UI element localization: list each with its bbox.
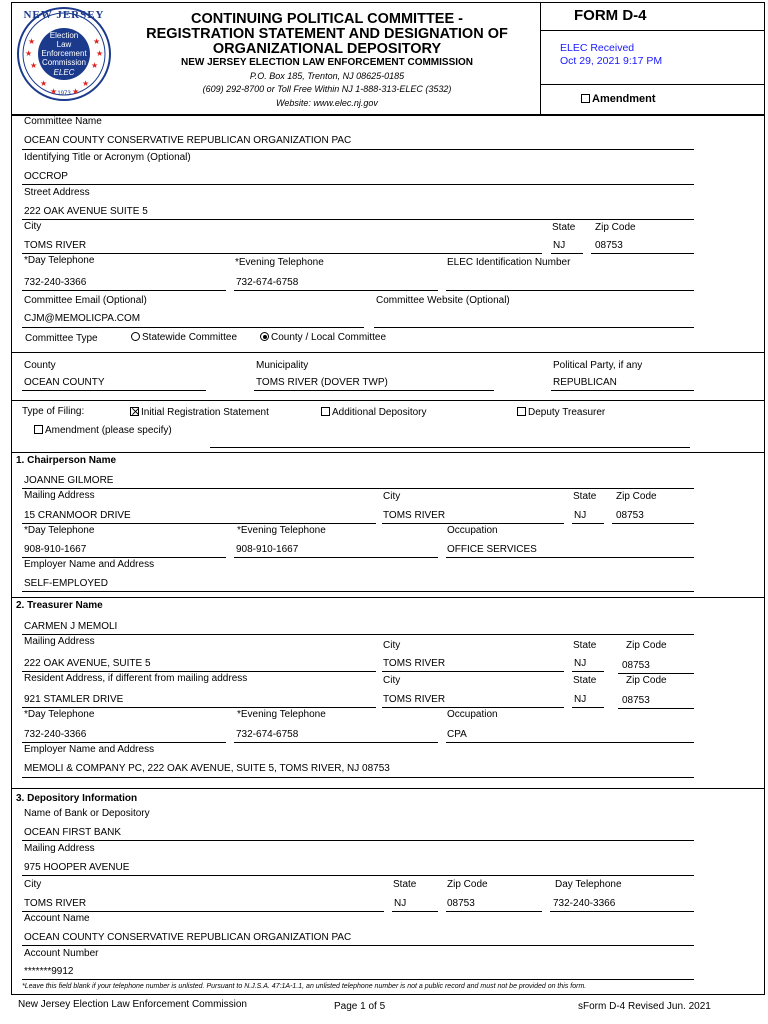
dep-tel-value: 732-240-3366 <box>553 898 616 909</box>
received-label: ELEC Received <box>560 42 635 54</box>
website-line <box>374 327 694 328</box>
treasurer-state-label: State <box>573 640 597 651</box>
chair-mail-line <box>22 523 376 524</box>
dep-city-line <box>22 911 384 912</box>
treasurer-city-value: TOMS RIVER <box>383 658 446 669</box>
chair-eve-tel-line <box>234 557 438 558</box>
treasurer-eve-tel-label: *Evening Telephone <box>237 709 326 720</box>
footer-page: Page 1 of 5 <box>334 1001 386 1012</box>
municipality-label: Municipality <box>256 360 309 371</box>
dep-state-value: NJ <box>394 898 407 909</box>
committee-name-value: OCEAN COUNTY CONSERVATIVE REPUBLICAN ORGANIZATION PAC <box>24 135 352 146</box>
statewide-radio[interactable] <box>131 332 140 341</box>
agency-address: P.O. Box 185, Trenton, NJ 08625-0185 <box>249 71 405 81</box>
treasurer-mail-line <box>22 671 376 672</box>
treasurer-employer-label: Employer Name and Address <box>24 744 155 755</box>
chair-city-value: TOMS RIVER <box>383 510 446 521</box>
divider-location <box>11 400 765 401</box>
treasurer-eve-tel-line <box>234 742 438 743</box>
filing-amendment-label: Amendment (please specify) <box>45 425 172 436</box>
committee-type-label: Committee Type <box>25 333 98 344</box>
divider-filing <box>11 452 765 453</box>
acct-name-line <box>22 945 694 946</box>
eve-tel-line <box>234 290 438 291</box>
state-label: State <box>552 222 576 233</box>
chair-eve-tel-label: *Evening Telephone <box>237 525 326 536</box>
filing-additional-option[interactable] <box>321 407 427 419</box>
email-optional: (Optional) <box>102 295 147 306</box>
street-label: Street Address <box>24 187 90 198</box>
statewide-label: Statewide Committee <box>142 332 238 343</box>
footer-revision: sForm D-4 Revised Jun. 2021 <box>578 1001 711 1012</box>
form-id-underline <box>540 30 765 31</box>
county-value: OCEAN COUNTY <box>24 377 105 388</box>
treasurer-res-value: 921 STAMLER DRIVE <box>24 694 124 705</box>
amendment-box[interactable] <box>581 94 590 103</box>
acct-name-value: OCEAN COUNTY CONSERVATIVE REPUBLICAN ORGANIZATION PAC <box>24 932 352 943</box>
treasurer-zip-line <box>618 673 694 674</box>
acct-num-line <box>22 979 694 980</box>
svg-text:★: ★ <box>30 61 38 70</box>
treasurer-day-tel-value: 732-240-3366 <box>24 729 87 740</box>
elec-id-label: ELEC Identification Number <box>447 257 571 268</box>
filing-deputy-option[interactable] <box>517 407 605 419</box>
zip-value: 08753 <box>595 240 623 251</box>
treasurer-eve-tel-value: 732-674-6758 <box>236 729 299 740</box>
treasurer-occ-label: Occupation <box>447 709 498 720</box>
unlisted-phone-note: *Leave this field blank if your telephone number is unlisted. Pursuant to N.J.S.A. 47:1A-1.1, an unlisted telephone number is not a public record and must not be provided on this form. <box>22 983 587 990</box>
local-label: County / Local Committee <box>271 332 387 343</box>
seal-line1: Election <box>49 31 79 40</box>
seal-line5: ELEC <box>53 68 75 77</box>
email-label-text: Committee Email <box>24 295 101 306</box>
treasurer-res-city-value: TOMS RIVER <box>383 694 446 705</box>
treasurer-name-line <box>22 634 694 635</box>
street-value: 222 OAK AVENUE SUITE 5 <box>24 206 148 217</box>
day-tel-label: *Day Telephone <box>24 255 95 266</box>
email-value: CJM@MEMOLICPA.COM <box>24 313 141 324</box>
dep-state-label: State <box>393 879 417 890</box>
dep-state-line <box>392 911 438 912</box>
chair-mail-label: Mailing Address <box>24 490 95 501</box>
eve-tel-value: 732-674-6758 <box>236 277 299 288</box>
seal-year: 1973 <box>57 91 71 97</box>
street-line <box>22 219 694 220</box>
dep-city-label: City <box>24 879 42 890</box>
acronym-line <box>22 184 694 185</box>
dep-tel-label: Day Telephone <box>555 879 622 890</box>
dep-zip-label: Zip Code <box>447 879 488 890</box>
svg-text:★: ★ <box>93 37 101 46</box>
treasurer-res-zip-value: 08753 <box>622 695 650 706</box>
dep-mail-line <box>22 875 694 876</box>
city-label: City <box>24 221 42 232</box>
treasurer-res-city-label: City <box>383 675 401 686</box>
chair-section-title: 1. Chairperson Name <box>16 455 117 466</box>
chair-name-line <box>22 488 694 489</box>
seal-line4: Commission <box>41 58 86 67</box>
filing-amendment-checkbox[interactable] <box>34 425 43 434</box>
deputy-checkbox[interactable] <box>517 407 526 416</box>
elec-seal <box>16 6 112 102</box>
form-id: FORM D-4 <box>574 7 647 24</box>
acct-num-label: Account Number <box>24 948 99 959</box>
local-radio[interactable] <box>260 332 269 341</box>
treasurer-zip-label: Zip Code <box>626 640 667 651</box>
seal-line3: Enforcement <box>41 49 87 58</box>
chair-occ-label: Occupation <box>447 525 498 536</box>
chair-state-value: NJ <box>574 510 587 521</box>
title-line-1: CONTINUING POLITICAL COMMITTEE - <box>191 11 463 27</box>
chair-mail-value: 15 CRANMOOR DRIVE <box>24 510 131 521</box>
bank-value: OCEAN FIRST BANK <box>24 827 122 838</box>
party-line <box>551 390 694 391</box>
type-statewide-option[interactable] <box>131 332 237 344</box>
treasurer-name-value: CARMEN J MEMOLI <box>24 621 118 632</box>
committee-name-line <box>22 149 694 150</box>
divider-chair <box>11 597 765 598</box>
divider-committee <box>11 352 765 353</box>
state-value: NJ <box>553 240 566 251</box>
treasurer-state-value: NJ <box>574 658 587 669</box>
treasurer-section-title: 2. Treasurer Name <box>16 600 103 611</box>
chair-zip-value: 08753 <box>616 510 644 521</box>
dep-tel-line <box>550 911 694 912</box>
treasurer-res-zip-label: Zip Code <box>626 675 667 686</box>
dep-city-value: TOMS RIVER <box>24 898 87 909</box>
chair-city-label: City <box>383 491 401 502</box>
chair-employer-value: SELF-EMPLOYED <box>24 578 108 589</box>
party-label: Political Party, if any <box>553 360 643 371</box>
chair-employer-label: Employer Name and Address <box>24 559 155 570</box>
day-tel-value: 732-240-3366 <box>24 277 87 288</box>
chair-day-tel-line <box>22 557 226 558</box>
municipality-value: TOMS RIVER (DOVER TWP) <box>256 377 388 388</box>
depository-section-title: 3. Depository Information <box>16 793 138 804</box>
acronym-label: Identifying Title or Acronym (Optional) <box>24 152 191 163</box>
city-line <box>22 253 542 254</box>
initial-checkbox[interactable] <box>130 407 139 416</box>
treasurer-employer-value: MEMOLI & COMPANY PC, 222 OAK AVENUE, SUITE 5, TOMS RIVER, NJ 08753 <box>24 763 390 774</box>
chair-eve-tel-value: 908-910-1667 <box>236 544 299 555</box>
chair-occ-line <box>446 557 694 558</box>
day-tel-line <box>22 290 226 291</box>
county-label: County <box>24 360 56 371</box>
treasurer-state-line <box>572 671 604 672</box>
amendment-label: Amendment <box>592 93 656 105</box>
svg-text:★: ★ <box>25 49 33 58</box>
chair-occ-value: OFFICE SERVICES <box>447 544 537 555</box>
treasurer-zip-value: 08753 <box>622 660 650 671</box>
treasurer-employer-line <box>22 777 694 778</box>
committee-name-label: Committee Name <box>24 116 102 127</box>
treasurer-res-line <box>22 707 376 708</box>
treasurer-day-tel-line <box>22 742 226 743</box>
chair-state-label: State <box>573 491 597 502</box>
dep-zip-line <box>446 911 542 912</box>
zip-line <box>591 253 694 254</box>
email-line <box>22 327 364 328</box>
agency-name: NEW JERSEY ELECTION LAW ENFORCEMENT COMMISSION <box>180 57 474 68</box>
received-date: Oct 29, 2021 9:17 PM <box>560 55 663 67</box>
website-optional: (Optional) <box>465 295 510 306</box>
chair-day-tel-label: *Day Telephone <box>24 525 95 536</box>
additional-checkbox[interactable] <box>321 407 330 416</box>
svg-text:★: ★ <box>96 49 104 58</box>
filing-type-label: Type of Filing: <box>22 406 85 417</box>
seal-top-text: NEW JERSEY <box>23 9 105 21</box>
state-line <box>551 253 583 254</box>
dep-zip-value: 08753 <box>447 898 475 909</box>
title-line-2: REGISTRATION STATEMENT AND DESIGNATION OF <box>146 26 508 42</box>
municipality-line <box>254 390 494 391</box>
deputy-label: Deputy Treasurer <box>528 407 606 418</box>
type-local-option[interactable] <box>260 332 386 344</box>
seal-line2: Law <box>56 40 72 49</box>
dep-mail-value: 975 HOOPER AVENUE <box>24 862 130 873</box>
city-value: TOMS RIVER <box>24 240 87 251</box>
bank-line <box>22 840 694 841</box>
agency-website: Website: www.elec.nj.gov <box>276 98 378 108</box>
elec-id-line <box>446 290 694 291</box>
dep-mail-label: Mailing Address <box>24 843 95 854</box>
website-label-text: Committee Website <box>376 295 464 306</box>
email-label <box>24 295 147 307</box>
party-value: REPUBLICAN <box>553 377 617 388</box>
treasurer-occ-line <box>446 742 694 743</box>
chair-name-value: JOANNE GILMORE <box>24 475 114 486</box>
treasurer-res-state-value: NJ <box>574 694 587 705</box>
treasurer-city-line <box>382 671 564 672</box>
treasurer-res-state-line <box>572 707 604 708</box>
treasurer-city-label: City <box>383 640 401 651</box>
treasurer-res-zip-line <box>618 708 694 709</box>
treasurer-mail-value: 222 OAK AVENUE, SUITE 5 <box>24 658 151 669</box>
received-underline <box>540 84 765 85</box>
svg-text:★: ★ <box>50 87 58 96</box>
treasurer-res-city-line <box>382 707 564 708</box>
additional-label: Additional Depository <box>332 407 427 418</box>
treasurer-res-state-label: State <box>573 675 597 686</box>
amendment-specify-line <box>210 447 690 448</box>
chair-zip-label: Zip Code <box>616 491 657 502</box>
bank-label: Name of Bank or Depository <box>24 808 150 819</box>
treasurer-mail-label: Mailing Address <box>24 636 95 647</box>
agency-phone: (609) 292-8700 or Toll Free Within NJ 1-888-313-ELEC (3532) <box>202 84 452 94</box>
footer-agency: New Jersey Election Law Enforcement Commission <box>18 999 247 1010</box>
chair-employer-line <box>22 591 694 592</box>
treasurer-res-label: Resident Address, if different from mailing address <box>24 673 248 684</box>
title-line-3: ORGANIZATIONAL DEPOSITORY <box>212 41 442 57</box>
filing-initial-option[interactable] <box>130 407 269 419</box>
zip-label: Zip Code <box>595 222 636 233</box>
chair-city-line <box>382 523 564 524</box>
svg-text:★: ★ <box>28 37 36 46</box>
chair-state-line <box>572 523 604 524</box>
svg-text:★: ★ <box>91 61 99 70</box>
chair-zip-line <box>612 523 694 524</box>
svg-text:★: ★ <box>72 87 80 96</box>
chair-day-tel-value: 908-910-1667 <box>24 544 87 555</box>
eve-tel-label: *Evening Telephone <box>235 257 324 268</box>
acronym-value: OCCROP <box>24 171 68 182</box>
acct-name-label: Account Name <box>24 913 90 924</box>
divider-treasurer <box>11 788 765 789</box>
initial-label: Initial Registration Statement <box>141 407 269 418</box>
acct-num-value: *******9912 <box>24 966 74 977</box>
treasurer-occ-value: CPA <box>447 729 467 740</box>
treasurer-day-tel-label: *Day Telephone <box>24 709 95 720</box>
header-divider <box>540 2 541 115</box>
svg-text:★: ★ <box>82 79 90 88</box>
filing-amendment-option[interactable] <box>34 425 172 437</box>
amendment-checkbox[interactable] <box>581 93 656 105</box>
website-label <box>376 295 510 307</box>
county-line <box>22 390 206 391</box>
svg-text:★: ★ <box>40 79 48 88</box>
